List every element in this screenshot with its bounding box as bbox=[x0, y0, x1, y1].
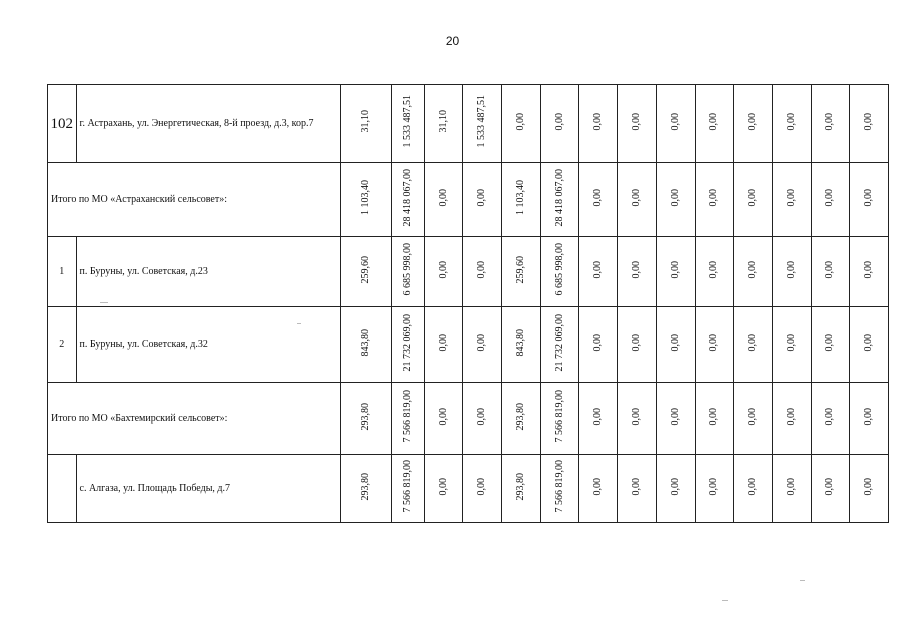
value-text: 0,00 bbox=[437, 477, 449, 496]
value-text: 28 418 067,00 bbox=[401, 168, 413, 227]
value-text: 843,80 bbox=[360, 328, 372, 357]
value-cell bbox=[502, 455, 541, 523]
value-cell bbox=[772, 163, 811, 237]
page-number: 20 bbox=[445, 34, 460, 48]
value-text: 0,00 bbox=[785, 188, 797, 207]
value-text: 0,00 bbox=[785, 260, 797, 279]
value-text: 0,00 bbox=[592, 333, 604, 352]
value-text: 0,00 bbox=[476, 407, 488, 426]
value-text: 0,00 bbox=[669, 188, 681, 207]
value-text: 21 732 069,00 bbox=[401, 313, 413, 372]
row-index bbox=[48, 455, 77, 523]
value-cell bbox=[656, 455, 695, 523]
value-text: 0,00 bbox=[824, 333, 836, 352]
value-cell bbox=[540, 85, 579, 163]
value-cell bbox=[392, 455, 425, 523]
value-text: 0,00 bbox=[708, 407, 720, 426]
value-cell bbox=[463, 455, 502, 523]
value-text: 0,00 bbox=[747, 333, 759, 352]
value-text: 259,60 bbox=[514, 255, 526, 284]
value-text: 0,00 bbox=[476, 260, 488, 279]
value-text: 293,80 bbox=[514, 402, 526, 431]
value-text: 0,00 bbox=[863, 477, 875, 496]
value-cell bbox=[772, 237, 811, 307]
value-cell bbox=[463, 307, 502, 383]
value-text: 0,00 bbox=[553, 112, 565, 131]
value-cell bbox=[850, 455, 889, 523]
value-cell bbox=[618, 455, 657, 523]
value-cell bbox=[579, 163, 618, 237]
value-text: 7 566 819,00 bbox=[401, 460, 413, 513]
value-text: 0,00 bbox=[630, 333, 642, 352]
value-text: 0,00 bbox=[708, 188, 720, 207]
value-cell bbox=[502, 237, 541, 307]
value-text: 7 566 819,00 bbox=[553, 460, 565, 513]
value-text: 6 685 998,00 bbox=[553, 243, 565, 296]
value-text: 0,00 bbox=[747, 112, 759, 131]
value-cell bbox=[579, 85, 618, 163]
value-cell bbox=[424, 307, 463, 383]
value-cell bbox=[734, 383, 773, 455]
value-text: 0,00 bbox=[824, 112, 836, 131]
value-text: 21 732 069,00 bbox=[553, 313, 565, 372]
value-text: 0,00 bbox=[437, 260, 449, 279]
value-cell bbox=[850, 237, 889, 307]
table-row bbox=[48, 455, 889, 523]
value-cell bbox=[540, 163, 579, 237]
value-cell bbox=[392, 85, 425, 163]
value-text: 293,80 bbox=[360, 402, 372, 431]
value-cell bbox=[850, 307, 889, 383]
value-cell bbox=[341, 163, 392, 237]
value-cell bbox=[618, 237, 657, 307]
value-cell bbox=[695, 307, 734, 383]
value-text: 0,00 bbox=[863, 260, 875, 279]
value-cell bbox=[463, 163, 502, 237]
value-cell bbox=[850, 85, 889, 163]
address-cell: п. Буруны, ул. Советская, д.32 bbox=[76, 307, 341, 383]
value-text: 0,00 bbox=[863, 407, 875, 426]
value-cell bbox=[463, 383, 502, 455]
value-cell bbox=[695, 455, 734, 523]
value-cell bbox=[734, 455, 773, 523]
value-text: 0,00 bbox=[747, 188, 759, 207]
total-label: Итого по МО «Бахтемирский сельсовет»: bbox=[48, 383, 341, 455]
value-cell bbox=[734, 237, 773, 307]
value-cell bbox=[811, 163, 850, 237]
value-cell bbox=[540, 307, 579, 383]
scan-speck bbox=[297, 323, 301, 324]
table-row bbox=[48, 85, 889, 163]
value-text: 0,00 bbox=[630, 477, 642, 496]
value-cell bbox=[618, 85, 657, 163]
value-cell bbox=[618, 163, 657, 237]
value-text: 0,00 bbox=[863, 333, 875, 352]
value-cell bbox=[579, 237, 618, 307]
value-text: 0,00 bbox=[630, 260, 642, 279]
value-cell bbox=[392, 383, 425, 455]
value-cell bbox=[502, 163, 541, 237]
value-text: 293,80 bbox=[514, 472, 526, 501]
value-text: 0,00 bbox=[669, 260, 681, 279]
value-cell bbox=[734, 85, 773, 163]
value-text: 0,00 bbox=[863, 188, 875, 207]
value-cell bbox=[392, 163, 425, 237]
value-cell bbox=[502, 85, 541, 163]
value-text: 0,00 bbox=[785, 407, 797, 426]
row-index: 2 bbox=[48, 307, 77, 383]
value-text: 0,00 bbox=[630, 407, 642, 426]
value-cell bbox=[811, 307, 850, 383]
value-text: 0,00 bbox=[824, 260, 836, 279]
value-cell bbox=[341, 383, 392, 455]
scan-speck bbox=[722, 600, 728, 601]
value-cell bbox=[811, 237, 850, 307]
value-cell bbox=[695, 237, 734, 307]
total-row bbox=[48, 383, 889, 455]
value-cell bbox=[540, 455, 579, 523]
value-cell bbox=[579, 307, 618, 383]
table-row bbox=[48, 307, 889, 383]
value-text: 0,00 bbox=[592, 407, 604, 426]
value-text: 0,00 bbox=[747, 407, 759, 426]
address-cell: с. Алгаза, ул. Площадь Победы, д.7 bbox=[76, 455, 341, 523]
value-text: 0,00 bbox=[669, 112, 681, 131]
value-cell bbox=[695, 383, 734, 455]
value-cell bbox=[811, 85, 850, 163]
value-text: 0,00 bbox=[437, 407, 449, 426]
value-text: 0,00 bbox=[747, 260, 759, 279]
value-text: 0,00 bbox=[476, 477, 488, 496]
row-index: 1 bbox=[48, 237, 77, 307]
value-text: 1 533 487,51 bbox=[476, 95, 488, 148]
value-text: 31,10 bbox=[437, 110, 449, 133]
value-cell bbox=[579, 383, 618, 455]
value-cell bbox=[656, 383, 695, 455]
value-cell bbox=[502, 383, 541, 455]
value-text: 0,00 bbox=[669, 477, 681, 496]
value-text: 0,00 bbox=[630, 112, 642, 131]
value-text: 31,10 bbox=[360, 110, 372, 133]
value-cell bbox=[424, 163, 463, 237]
value-text: 0,00 bbox=[437, 188, 449, 207]
value-cell bbox=[656, 85, 695, 163]
total-label: Итого по МО «Астраханский сельсовет»: bbox=[48, 163, 341, 237]
value-text: 7 566 819,00 bbox=[553, 390, 565, 443]
value-text: 0,00 bbox=[785, 477, 797, 496]
value-text: 0,00 bbox=[592, 477, 604, 496]
value-cell bbox=[540, 383, 579, 455]
value-cell bbox=[811, 455, 850, 523]
value-text: 0,00 bbox=[824, 407, 836, 426]
value-text: 1 103,40 bbox=[360, 180, 372, 215]
value-cell bbox=[341, 237, 392, 307]
value-text: 0,00 bbox=[708, 112, 720, 131]
value-cell bbox=[502, 307, 541, 383]
value-text: 0,00 bbox=[824, 477, 836, 496]
value-cell bbox=[392, 237, 425, 307]
address-cell: п. Буруны, ул. Советская, д.23 bbox=[76, 237, 341, 307]
value-cell bbox=[850, 383, 889, 455]
value-cell bbox=[811, 383, 850, 455]
value-cell bbox=[772, 307, 811, 383]
value-text: 843,80 bbox=[514, 328, 526, 357]
value-cell bbox=[341, 85, 392, 163]
value-cell bbox=[695, 163, 734, 237]
value-cell bbox=[734, 307, 773, 383]
value-cell bbox=[540, 237, 579, 307]
value-cell bbox=[772, 85, 811, 163]
value-cell bbox=[424, 455, 463, 523]
value-cell bbox=[618, 383, 657, 455]
total-row bbox=[48, 163, 889, 237]
value-text: 0,00 bbox=[437, 333, 449, 352]
value-text: 0,00 bbox=[514, 112, 526, 131]
value-text: 0,00 bbox=[476, 333, 488, 352]
value-text: 0,00 bbox=[592, 260, 604, 279]
value-cell bbox=[341, 307, 392, 383]
value-cell bbox=[463, 85, 502, 163]
value-cell bbox=[618, 307, 657, 383]
housing-table bbox=[47, 84, 889, 523]
value-text: 0,00 bbox=[708, 260, 720, 279]
table-row bbox=[48, 237, 889, 307]
value-text: 0,00 bbox=[785, 333, 797, 352]
value-cell bbox=[772, 455, 811, 523]
table-body bbox=[48, 85, 889, 523]
value-text: 6 685 998,00 bbox=[401, 243, 413, 296]
value-cell bbox=[656, 237, 695, 307]
value-text: 0,00 bbox=[592, 188, 604, 207]
value-text: 0,00 bbox=[785, 112, 797, 131]
value-text: 0,00 bbox=[630, 188, 642, 207]
value-text: 1 103,40 bbox=[514, 180, 526, 215]
value-cell bbox=[734, 163, 773, 237]
scan-speck bbox=[800, 580, 805, 581]
value-text: 259,60 bbox=[360, 255, 372, 284]
value-cell bbox=[341, 455, 392, 523]
value-text: 0,00 bbox=[708, 333, 720, 352]
address-cell: г. Астрахань, ул. Энергетическая, 8-й проезд, д.3, кор.7 bbox=[76, 85, 341, 163]
value-cell bbox=[424, 85, 463, 163]
value-cell bbox=[656, 307, 695, 383]
value-text: 1 533 487,51 bbox=[401, 95, 413, 148]
value-text: 0,00 bbox=[592, 112, 604, 131]
value-cell bbox=[695, 85, 734, 163]
value-cell bbox=[772, 383, 811, 455]
value-cell bbox=[424, 383, 463, 455]
value-cell bbox=[579, 455, 618, 523]
value-cell bbox=[392, 307, 425, 383]
row-index: 102 bbox=[48, 85, 77, 163]
value-text: 0,00 bbox=[824, 188, 836, 207]
value-text: 0,00 bbox=[747, 477, 759, 496]
value-text: 0,00 bbox=[708, 477, 720, 496]
value-text: 7 566 819,00 bbox=[401, 390, 413, 443]
value-cell bbox=[424, 237, 463, 307]
value-text: 0,00 bbox=[669, 407, 681, 426]
value-text: 293,80 bbox=[360, 472, 372, 501]
value-cell bbox=[850, 163, 889, 237]
value-text: 0,00 bbox=[669, 333, 681, 352]
value-cell bbox=[656, 163, 695, 237]
value-text: 28 418 067,00 bbox=[553, 168, 565, 227]
value-text: 0,00 bbox=[476, 188, 488, 207]
scan-speck bbox=[100, 302, 108, 303]
value-text: 0,00 bbox=[863, 112, 875, 131]
value-cell bbox=[463, 237, 502, 307]
